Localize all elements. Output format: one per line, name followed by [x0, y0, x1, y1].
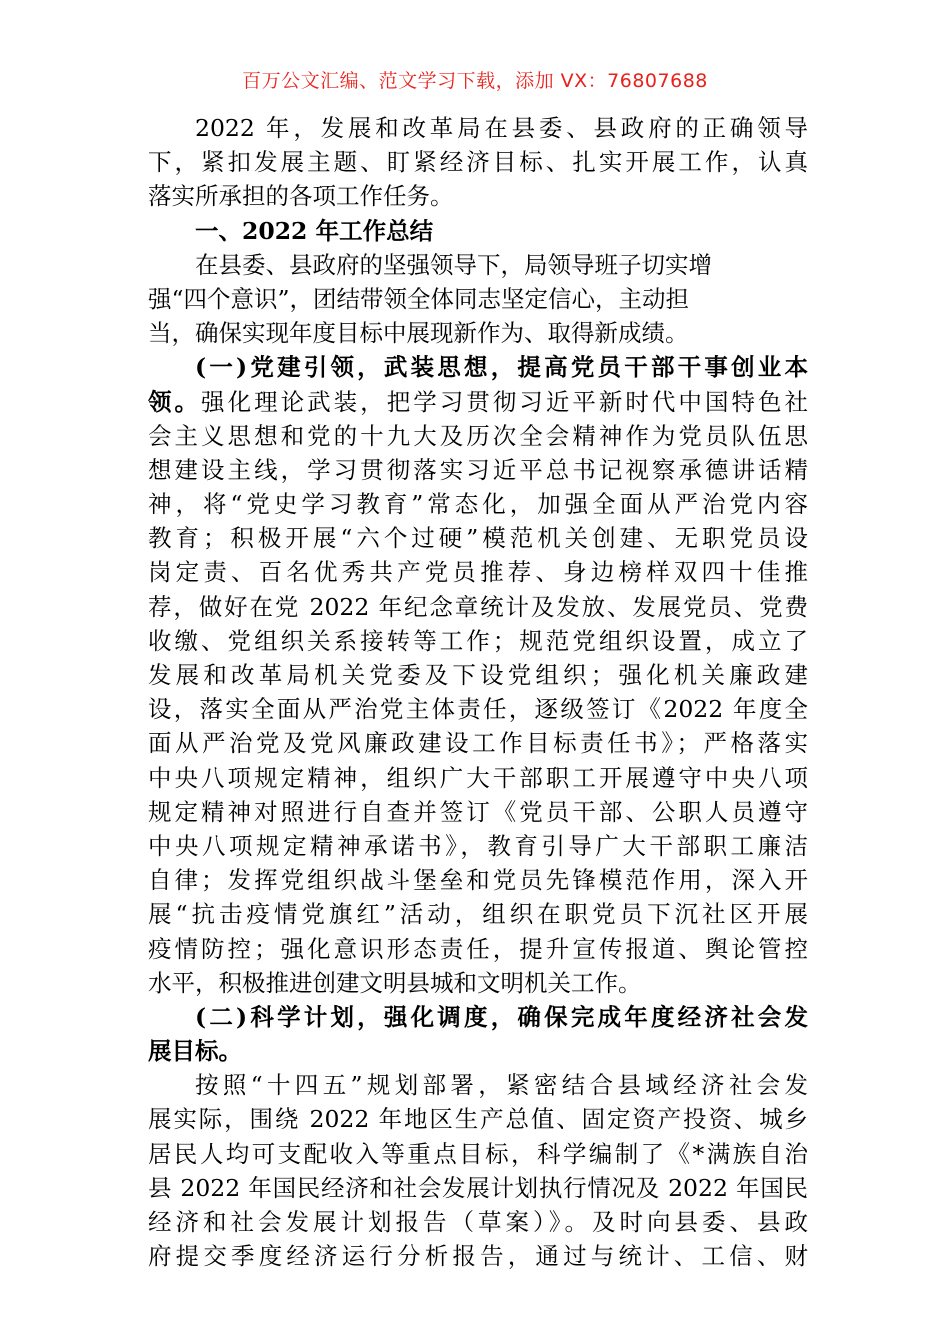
part1-line: 规定精神对照进行自查并签订《党员干部、公职人员遵守	[148, 797, 808, 826]
section-title: 一、2022 年工作总结	[195, 216, 434, 245]
part2-line: 府提交季度经济运行分析报告，通过与统计、工信、财	[148, 1242, 808, 1271]
part2-line: 按照“十四五”规划部署，紧密结合县域经济社会发	[195, 1071, 808, 1100]
part2-line: 县 2022 年国民经济和社会发展计划执行情况及 2022 年国民	[148, 1173, 808, 1202]
summary-line: 强“四个意识”，团结带领全体同志坚定信心，主动担	[148, 284, 690, 313]
part2-line: 居民人均可支配收入等重点目标，科学编制了《*满族自治	[148, 1139, 808, 1168]
part1-line: 面从严治党及党风廉政建设工作目标责任书》；严格落实	[148, 729, 808, 758]
part2-heading: (二)科学计划，强化调度，确保完成年度经济社会发	[195, 1002, 808, 1031]
part1-heading-cont	[148, 385, 808, 419]
part1-line: 自律；发挥党组织战斗堡垒和党员先锋模范作用，深入开	[148, 866, 808, 895]
part1-line: 会主义思想和党的十九大及历次全会精神作为党员队伍思	[148, 421, 808, 450]
part1-line: 荐，做好在党 2022 年纪念章统计及发放、发展党员、党费	[148, 592, 808, 621]
intro-line: 2022 年，发展和改革局在县委、县政府的正确领导	[195, 114, 808, 142]
part2-line: 展实际，围绕 2022 年地区生产总值、固定资产投资、城乡	[148, 1105, 808, 1134]
intro-line: 落实所承担的各项工作任务。	[148, 182, 454, 211]
document-body	[148, 111, 808, 1273]
part1-line: 神，将“党史学习教育”常态化，加强全面从严治党内容	[148, 490, 808, 519]
part1-line: 收缴、党组织关系接转等工作；规范党组织设置，成立了	[148, 626, 808, 655]
part1-line: 疫情防控；强化意识形态责任，提升宣传报道、舆论管控	[148, 934, 808, 963]
watermark-header: 百万公文汇编、范文学习下载，添加 VX：76807688	[242, 70, 708, 92]
part1-line: 中央八项规定精神，组织广大干部职工开展遵守中央八项	[148, 763, 808, 792]
part1-heading-end: 领。	[148, 387, 202, 416]
part2-heading-end: 展目标。	[148, 1037, 242, 1066]
intro-line: 下，紧扣发展主题、盯紧经济目标、扎实开展工作，认真	[148, 148, 808, 177]
part1-line: 设，落实全面从严治党主体责任，逐级签订《2022 年度全	[148, 695, 808, 724]
part1-line: 发展和改革局机关党委及下设党组织；强化机关廉政建	[148, 661, 808, 689]
summary-line: 当，确保实现年度目标中展现新作为、取得新成绩。	[148, 319, 689, 348]
part1-line: 强化理论武装，把学习贯彻习近平新时代中国特色社	[201, 387, 809, 416]
part1-line: 岗定责、百名优秀共产党员推荐、身边榜样双四十佳推	[148, 558, 808, 587]
part1-line: 展“抗击疫情党旗红”活动，组织在职党员下沉社区开展	[148, 900, 808, 929]
part1-line: 想建设主线，学习贯彻落实习近平总书记视察承德讲话精	[148, 455, 808, 484]
part1-line: 水平，积极推进创建文明县城和文明机关工作。	[148, 968, 642, 997]
part1-line: 教育；积极开展“六个过硬”模范机关创建、无职党员设	[148, 524, 808, 553]
part2-line: 经济和社会发展计划报告（草案）》。及时向县委、县政	[148, 1208, 808, 1236]
summary-line: 在县委、县政府的坚强领导下，局领导班子切实增	[195, 250, 712, 279]
part1-line: 中央八项规定精神承诺书》，教育引导广大干部职工廉洁	[148, 831, 808, 860]
part1-heading: (一)党建引领，武装思想，提高党员干部干事创业本	[195, 353, 808, 382]
